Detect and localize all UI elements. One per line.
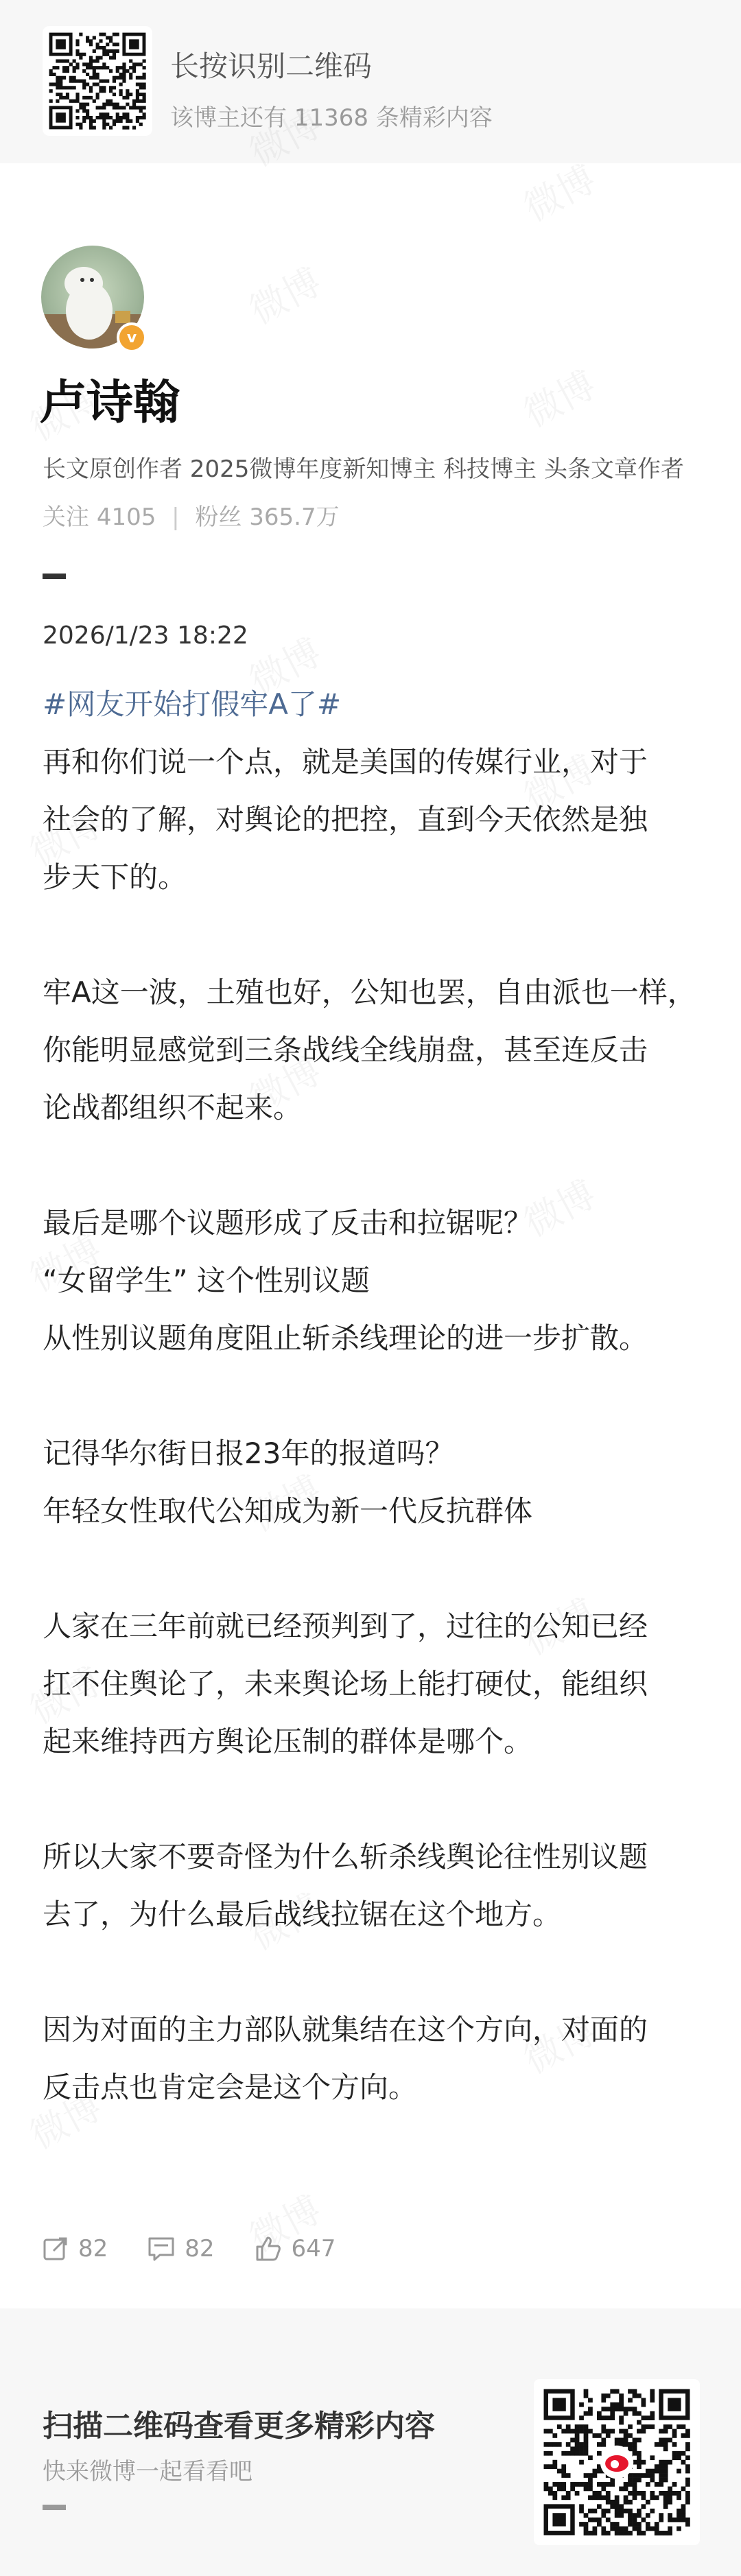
post-line: 起来维持西方舆论压制的群体是哪个。 xyxy=(43,1725,533,1758)
post-line: 最后是哪个议题形成了反击和拉锯呢？ xyxy=(43,1206,533,1240)
header-subtitle: 该博主还有 11368 条精彩内容 xyxy=(170,104,493,132)
post-line: 所以大家不要奇怪为什么斩杀线舆论往性别议题 xyxy=(43,1840,648,1874)
paragraph-gap xyxy=(43,1943,708,2001)
post-line: 步天下的。 xyxy=(43,860,187,894)
repost-count: 82 xyxy=(78,2235,108,2262)
footer-divider xyxy=(43,2505,66,2510)
qr-code-icon[interactable] xyxy=(43,26,152,136)
post-date: 2026/1/23 18:22 xyxy=(43,622,248,650)
post-body xyxy=(43,676,708,2116)
post-line: 记得华尔街日报23年的报道吗？ xyxy=(43,1437,454,1470)
post-line: 你能明显感觉到三条战线全线崩盘，甚至连反击 xyxy=(43,1033,648,1067)
watermark xyxy=(513,356,604,438)
footer-title: 扫描二维码查看更多精彩内容 xyxy=(43,2409,435,2444)
followers-count[interactable]: 365.7万 xyxy=(249,504,340,531)
post-line: 年轻女性取代公知成为新一代反抗群体 xyxy=(43,1494,533,1528)
post-line: 社会的了解，对舆论的把控，直到今天依然是独 xyxy=(43,803,648,836)
post-line: 因为对面的主力部队就集结在这个方向，对面的 xyxy=(43,2013,648,2046)
followers-label: 粉丝 xyxy=(195,504,242,531)
footer-subtitle: 快来微博一起看看吧 xyxy=(43,2458,252,2485)
hashtag-link[interactable]: #网友开始打假牢A了# xyxy=(43,687,342,721)
author-name[interactable]: 卢诗翰 xyxy=(40,376,180,430)
author-stats xyxy=(43,498,340,532)
post-line: 去了，为什么最后战线拉锯在这个地方。 xyxy=(43,1898,562,1931)
stats-divider: | xyxy=(172,504,180,531)
following-count[interactable]: 4105 xyxy=(96,504,156,531)
repost-button[interactable] xyxy=(43,2235,108,2262)
post-line: 反击点也肯定会是这个方向。 xyxy=(43,2070,418,2104)
footer-qr-code-icon[interactable] xyxy=(534,2379,700,2545)
post-line: 扛不住舆论了，未来舆论场上能打硬仗，能组织 xyxy=(43,1667,648,1701)
section-divider xyxy=(43,574,66,579)
paragraph-gap xyxy=(43,1771,708,1828)
comment-count: 82 xyxy=(185,2235,215,2262)
post-line: 牢A这一波，土殖也好，公知也罢，自由派也一样， xyxy=(43,976,696,1009)
paragraph-gap xyxy=(43,1540,708,1598)
paragraph-gap xyxy=(43,906,708,964)
post-line: 再和你们说一个点，就是美国的传媒行业，对于 xyxy=(43,745,648,779)
repost-icon xyxy=(43,2236,69,2262)
comment-icon xyxy=(148,2236,175,2262)
paragraph-gap xyxy=(43,1137,708,1194)
watermark xyxy=(239,253,329,335)
like-count: 647 xyxy=(291,2235,336,2262)
like-button[interactable] xyxy=(255,2235,336,2262)
post-line: 从性别议题角度阻止斩杀线理论的进一步扩散。 xyxy=(43,1321,648,1355)
comment-button[interactable] xyxy=(148,2235,214,2262)
paragraph-gap xyxy=(43,1367,708,1425)
post-line: “女留学生” 这个性别议题 xyxy=(43,1264,370,1297)
post-line: 人家在三年前就已经预判到了，过往的公知已经 xyxy=(43,1609,648,1643)
thumbs-up-icon xyxy=(255,2235,282,2262)
action-bar xyxy=(43,2228,375,2269)
post-line: 论战都组织不起来。 xyxy=(43,1091,303,1124)
header-title: 长按识别二维码 xyxy=(170,49,373,83)
author-tags: 长文原创作者 2025微博年度新知博主 科技博主 头条文章作者 xyxy=(43,456,684,483)
following-label: 关注 xyxy=(43,504,89,531)
verified-badge-icon: v xyxy=(117,322,147,353)
